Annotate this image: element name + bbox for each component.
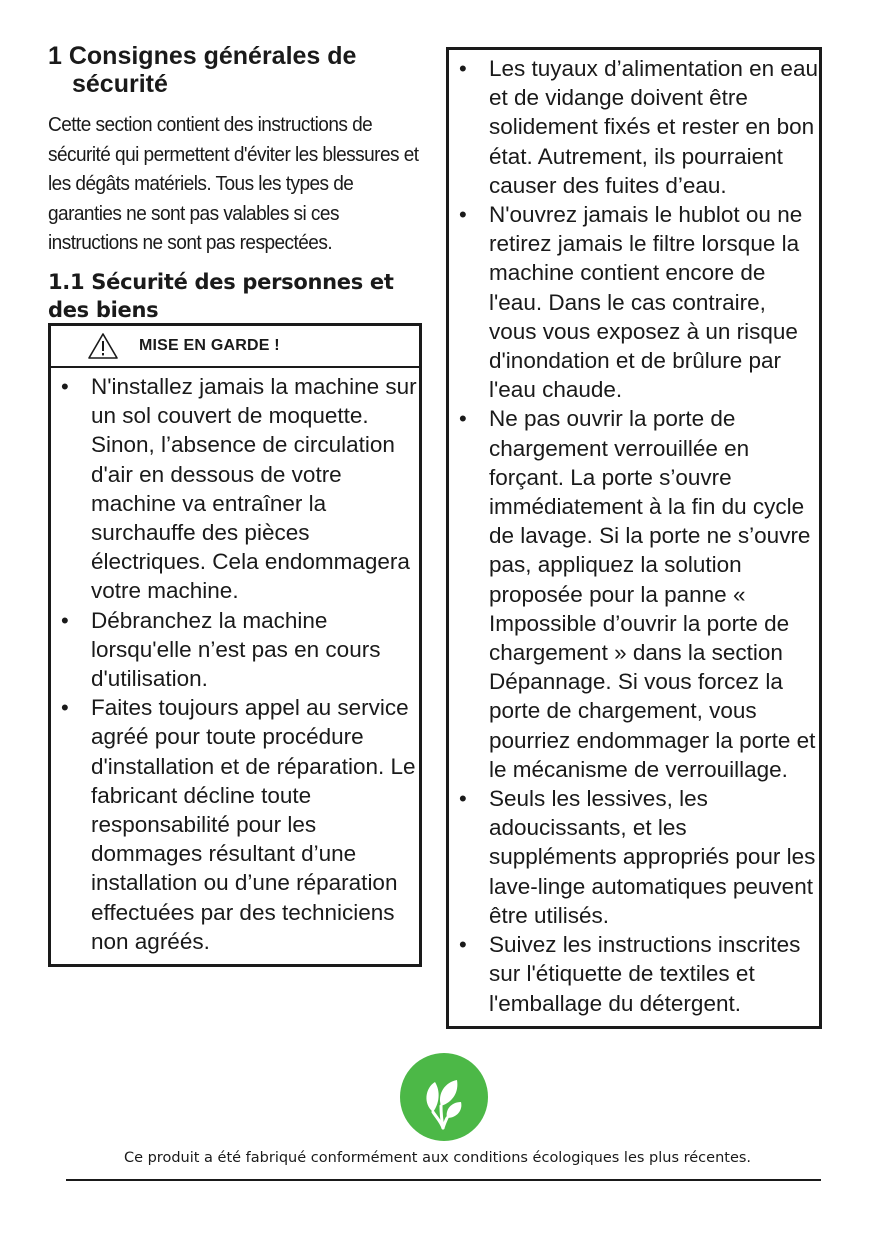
list-item: • Débranchez la machine lorsqu'elle n’est pas en cours d'utilisation. (61, 607, 381, 692)
safety-list (449, 50, 819, 1026)
footer-text: Ce produit a été fabriqué conformément aux conditions écologiques les plus récentes. (123, 1150, 752, 1166)
list-item: • Les tuyaux d’alimentation en eau et de vidange doivent être solidement fixés et rester en bon état. Autrement, ils pourraient causer des fuites d’eau. (459, 56, 818, 198)
section-title: Consignes générales de sécurité (68, 42, 357, 98)
list-item: • N'installez jamais la machine sur un sol couvert de moquette. Sinon, l’absence de circulation d'air en dessous de votre machine va entraîner la surchauffe des pièces électriques. Cela endommagera votre machine. (61, 374, 417, 604)
bullet-icon: • (459, 786, 467, 812)
list-item: • Seuls les lessives, les adoucissants, et les suppléments appropriés pour les lave-linge automatiques peuvent être utilisés. (459, 786, 816, 928)
safety-box (446, 47, 822, 1029)
bullet-icon: • (459, 932, 467, 958)
warning-box (48, 323, 422, 967)
warning-triangle-icon (87, 332, 119, 360)
section-intro: Cette section contient des instructions de sécurité qui permettent d'éviter les blessures et les dégâts matériels. Tous les types de garanties ne sont pas valables si ces instructions ne sont pas respectées. (48, 113, 419, 254)
left-column (48, 42, 424, 324)
list-item: • Faites toujours appel au service agréé pour toute procédure d'installation et de réparation. Le fabricant décline toute responsabilité pour les dommages résultant d’une installation ou d’une réparation effectuées par des techniciens non agréés. (61, 695, 416, 954)
list-item: • Ne pas ouvrir la porte de chargement verrouillée en forçant. La porte s’ouvre immédiatement à la fin du cycle de lavage. Si la porte ne s’ouvre pas, appliquez la solution proposée pour la panne « Impossible d’ouvrir la porte de chargement » dans la section Dépannage. Si vous forcez la porte de chargement, vous pourriez endommager la porte et le mécanisme de verrouillage. (459, 406, 816, 782)
bullet-icon: • (459, 202, 467, 228)
warning-header (51, 326, 419, 368)
green-leaf-icon (399, 1052, 489, 1142)
subsection-title: 1.1 Sécurité des personnes et des biens (48, 269, 394, 322)
bullet-icon: • (459, 406, 467, 432)
bullet-icon: • (61, 374, 69, 399)
bullet-icon: • (61, 607, 69, 633)
warning-title: MISE EN GARDE ! (139, 337, 280, 354)
list-item: • Suivez les instructions inscrites sur l'étiquette de textiles et l'emballage du détergent. (459, 932, 801, 1016)
bullet-icon: • (459, 56, 467, 81)
list-item: • N'ouvrez jamais le hublot ou ne retirez jamais le filtre lorsque la machine contient encore de l'eau. Dans le cas contraire, vous vous exposez à un risque d'inondation et de brûlure par l'eau chaude. (459, 202, 803, 403)
footer-divider (66, 1179, 821, 1181)
section-heading (48, 42, 424, 98)
bullet-icon: • (61, 695, 69, 721)
section-number: 1 (48, 42, 62, 70)
warning-list (51, 368, 419, 964)
